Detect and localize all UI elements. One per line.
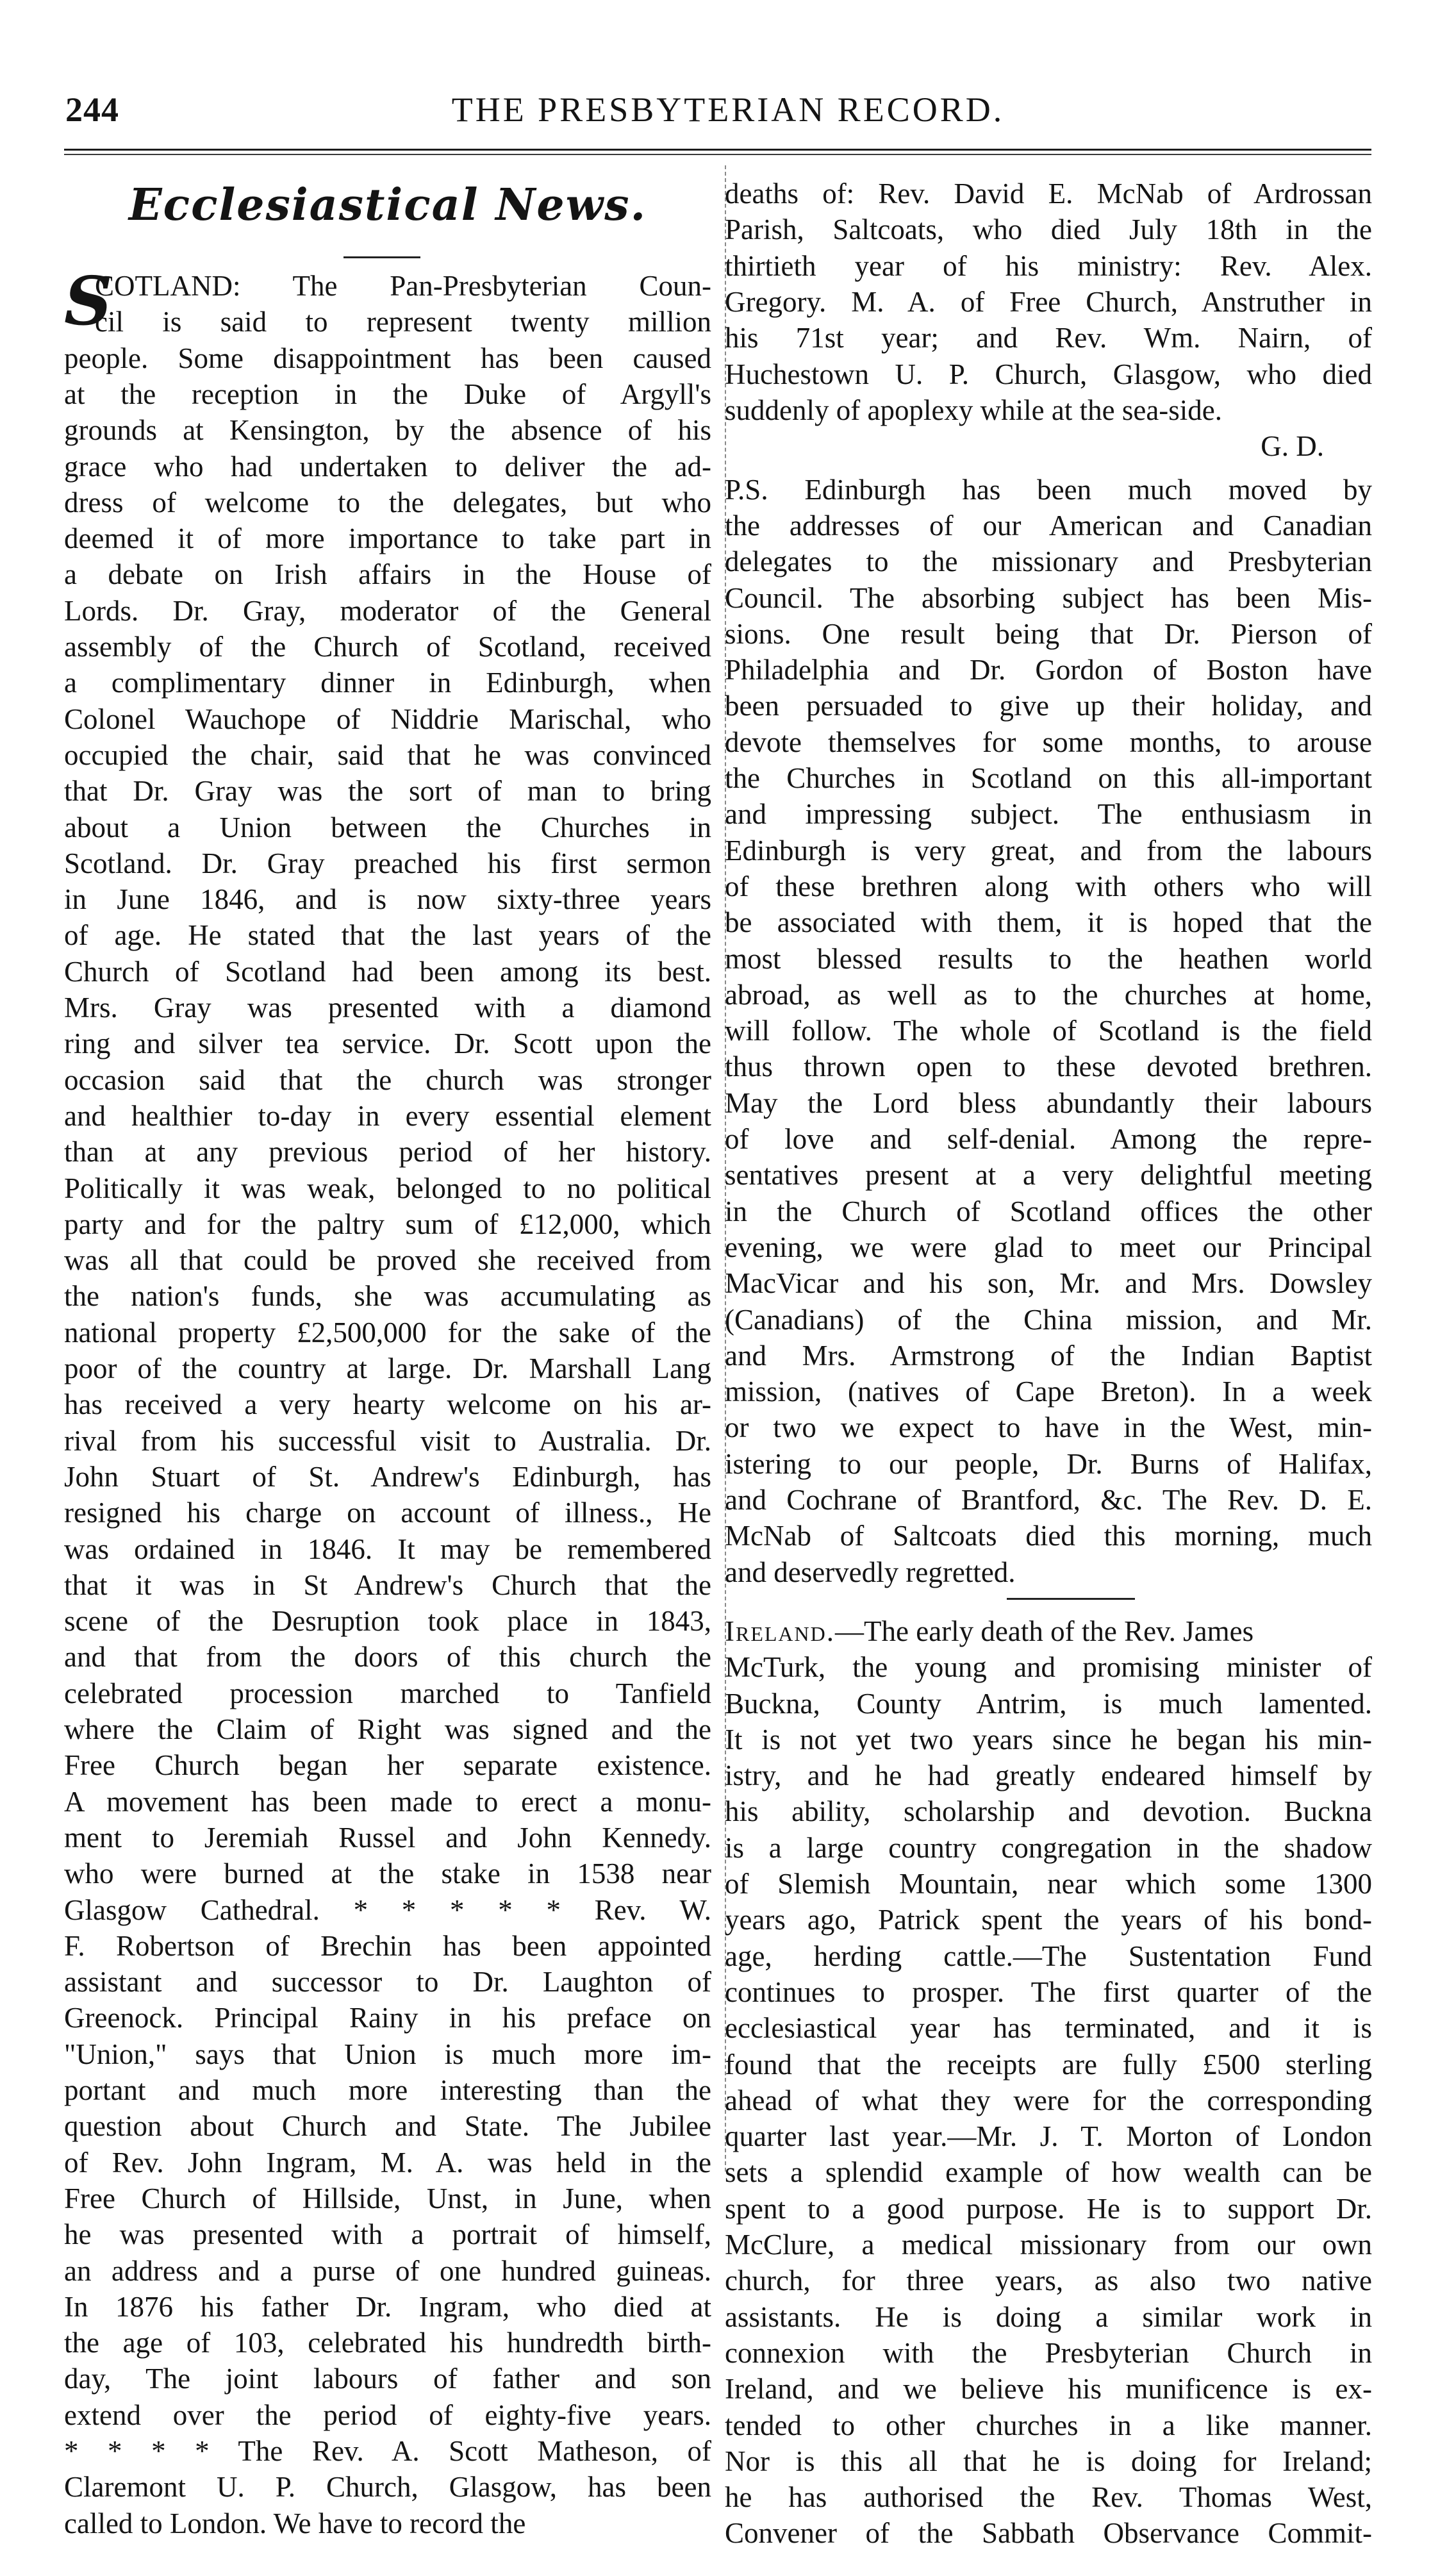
ireland-first-line-text: —The early death of the Rev. James	[835, 1615, 1254, 1647]
right_column.para2_lines-line: May the Lord bless abundantly their labours	[725, 1086, 1372, 1119]
right_column.para3_lines-line: assistants. He is doing a similar work in	[725, 2300, 1372, 2333]
right_column.para2_lines-line: been persuaded to give up their holiday, and	[725, 690, 1372, 722]
left_column.lines-line: was all that could be proved she received from	[64, 1244, 711, 1277]
right_column.para3_lines-line: It is not yet two years since he began his min-	[725, 1723, 1372, 1756]
left_column.lines-line: national property £2,500,000 for the sake of the	[64, 1316, 711, 1349]
right_column.para3_lines-line: years ago, Patrick spent the years of his bond-	[725, 1904, 1372, 1936]
left_column.lines-line: an address and a purse of one hundred guineas.	[64, 2254, 711, 2287]
left_column.lines-line: dress of welcome to the delegates, but who	[64, 486, 711, 519]
left_column.lines-line: a complimentary dinner in Edinburgh, when	[64, 667, 711, 699]
left_column.lines-line: party and for the paltry sum of £12,000, which	[64, 1208, 711, 1240]
running-title: THE PRESBYTERIAN RECORD.	[451, 90, 1005, 129]
right_column.para2_lines-line: devote themselves for some months, to arouse	[725, 726, 1372, 758]
ireland-label: Ireland.	[725, 1615, 836, 1647]
left_column.lines-line: Scotland. Dr. Gray preached his first sermon	[64, 847, 711, 879]
right_column.para3_lines-line: of Slemish Mountain, near which some 1300	[725, 1868, 1372, 1900]
page-header	[0, 0, 1456, 147]
left_column.lines-line: celebrated procession marched to Tanfield	[64, 1677, 711, 1709]
right_column.para3_lines-line: McTurk, the young and promising minister of	[725, 1651, 1372, 1684]
right_column.para2_lines-line: abroad, as well as to the churches at home,	[725, 978, 1372, 1011]
left_column.lines-line: question about Church and State. The Jubilee	[64, 2110, 711, 2143]
left_column.lines-line: A movement has been made to erect a monu-	[64, 1785, 711, 1818]
right_column.para2_lines-line: sentatives present at a very delightful meeting	[725, 1159, 1372, 1192]
left_column.lines-line: * * * * The Rev. A. Scott Matheson, of	[64, 2435, 711, 2467]
left_column.lines-line: assembly of the Church of Scotland, received	[64, 631, 711, 663]
left_column.lines-line: day, The joint labours of father and son	[64, 2363, 711, 2395]
left_column.lines-line: in June 1846, and is now sixty-three years	[64, 883, 711, 916]
left_column.lines-line: about a Union between the Churches in	[64, 811, 711, 843]
right_column.para3_lines-line: Convener of the Sabbath Observance Commit-	[725, 2517, 1372, 2550]
right_column.para3_lines-line: connexion with the Presbyterian Church in	[725, 2336, 1372, 2369]
right_column.para2_lines-line: sions. One result being that Dr. Pierson of	[725, 617, 1372, 650]
right_column.para2_lines-line: be associated with them, it is hoped that the	[725, 906, 1372, 939]
right_column.para2_lines-line: thus thrown open to these devoted brethren.	[725, 1051, 1372, 1083]
right_column.para3_lines-line: he has authorised the Rev. Thomas West,	[725, 2481, 1372, 2514]
right_column.para1_lines-line: Parish, Saltcoats, who died July 18th in the	[725, 213, 1372, 246]
right_column.para2_lines-line: istering to our people, Dr. Burns of Halifax,	[725, 1447, 1372, 1480]
right_column.para3_lines-line: istry, and he had greatly endeared himself by	[725, 1759, 1372, 1792]
right_column.para2_lines-line: and deservedly regretted.	[725, 1556, 1016, 1588]
right_column.para2_lines-line: most blessed results to the heathen world	[725, 942, 1372, 975]
page-number: 244	[65, 90, 119, 129]
left_column.lines-line: John Stuart of St. Andrew's Edinburgh, has	[64, 1460, 711, 1493]
left_column.lines-line: called to London. We have to record the	[64, 2507, 526, 2539]
left_column.lines-line: of Rev. John Ingram, M. A. was held in the	[64, 2146, 711, 2179]
section-heading: Ecclesiastical News.	[128, 179, 647, 231]
right_column.para2_lines-line: and impressing subject. The enthusiasm in	[725, 798, 1372, 831]
right_column.para2_lines-line: evening, we were glad to meet our Principal	[725, 1231, 1372, 1263]
right_column.para2_lines-line: the addresses of our American and Canadian	[725, 509, 1372, 542]
signature: G. D.	[1261, 430, 1324, 463]
right_column.para1_lines-line: his 71st year; and Rev. Wm. Nairn, of	[725, 322, 1372, 354]
right_column.para3_lines-line: ecclesiastical year has terminated, and it is	[725, 2012, 1372, 2045]
right_column.para3_lines-line: Ireland, and we believe his munificence is ex-	[725, 2373, 1372, 2406]
left_column.lines-line: than at any previous period of her history.	[64, 1136, 711, 1168]
right_column.para1_lines-line: deaths of: Rev. David E. McNab of Ardrossan	[725, 178, 1372, 210]
right_column.para2_lines-line: Philadelphia and Dr. Gordon of Boston have	[725, 654, 1372, 686]
left_column.lines-line: that it was in St Andrew's Church that the	[64, 1568, 711, 1601]
right_column.para2_lines-line: mission, (natives of Cape Breton). In a week	[725, 1375, 1372, 1408]
left_column.lines-line: and healthier to-day in every essential element	[64, 1099, 711, 1132]
left_column.lines-line: Greenock. Principal Rainy in his preface on	[64, 2002, 711, 2034]
left_column.lines-line: grace who had undertaken to deliver the ad-	[64, 450, 711, 483]
right_column.para2_lines-line: the Churches in Scotland on this all-important	[725, 762, 1372, 795]
left_column.lines-line: and that from the doors of this church the	[64, 1641, 711, 1674]
left_column.lines-line: scene of the Desruption took place in 1843,	[64, 1605, 711, 1638]
right_column.para2_lines-line: Council. The absorbing subject has been Mis-	[725, 581, 1372, 614]
right_column.para2_lines-line: and Mrs. Armstrong of the Indian Baptist	[725, 1339, 1372, 1372]
right_column.para2_lines-line: (Canadians) of the China mission, and Mr.	[725, 1303, 1372, 1336]
section-separator-rule	[1007, 1598, 1135, 1600]
left_column.lines-line: Lords. Dr. Gray, moderator of the General	[64, 594, 711, 627]
left_column.lines-line: of age. He stated that the last years of the	[64, 919, 711, 952]
right_column.para3_lines-line: church, for three years, as also two native	[725, 2264, 1372, 2297]
left_column.lines-line: resigned his charge on account of illness., He	[64, 1497, 711, 1529]
left_column.lines-line: occupied the chair, said that he was convinced	[64, 738, 711, 771]
left_column.lines-line: poor of the country at large. Dr. Marshall Lang	[64, 1352, 711, 1384]
left_column.lines-line: grounds at Kensington, by the absence of his	[64, 414, 711, 447]
left_column.lines-line: Free Church began her separate existence.	[64, 1749, 711, 1782]
left_column.lines-line: occasion said that the church was stronger	[64, 1063, 711, 1096]
left_column.lines-line: In 1876 his father Dr. Ingram, who died at	[64, 2290, 711, 2323]
right_column.para2_lines-line: McNab of Saltcoats died this morning, much	[725, 1520, 1372, 1552]
left_column.lines-line: at the reception in the Duke of Argyll's	[64, 378, 711, 410]
ireland-paragraph-first-line	[725, 1613, 1372, 1649]
left_column.lines-line: ring and silver tea service. Dr. Scott upon the	[64, 1027, 711, 1060]
right_column.para3_lines-line: McClure, a medical missionary from our own	[725, 2229, 1372, 2261]
right_column.para3_lines-line: spent to a good purpose. He is to support Dr.	[725, 2192, 1372, 2225]
right_column.para3_lines-line: age, herding cattle.—The Sustentation Fund	[725, 1940, 1372, 1972]
left_column.lines-line: "Union," says that Union is much more im-	[64, 2038, 711, 2070]
left_column.lines-line: F. Robertson of Brechin has been appointed	[64, 1929, 711, 1962]
left_column.lines-line: Glasgow Cathedral. * * * * * Rev. W.	[64, 1893, 711, 1926]
left_column.lines-line: ment to Jeremiah Russel and John Kennedy.	[64, 1821, 711, 1854]
left_column.lines-line: assistant and successor to Dr. Laughton of	[64, 1966, 711, 1998]
left_column.lines-line: rival from his successful visit to Australia. Dr.	[64, 1424, 711, 1457]
right_column.para2_lines-line: will follow. The whole of Scotland is the field	[725, 1015, 1372, 1047]
left_column.lines-line: where the Claim of Right was signed and the	[64, 1713, 711, 1745]
left_column.lines-line: people. Some disappointment has been caused	[64, 342, 711, 374]
left_column.lines-line: the nation's funds, she was accumulating as	[64, 1280, 711, 1313]
header-rule-thin	[64, 154, 1371, 155]
left_column.lines-line: Free Church of Hillside, Unst, in June, when	[64, 2182, 711, 2214]
right_column.para2_lines-line: of these brethren along with others who will	[725, 870, 1372, 902]
right_column.para3_lines-line: continues to prosper. The first quarter of the	[725, 1975, 1372, 2008]
left_column.lines-line: Colonel Wauchope of Niddrie Marischal, who	[64, 702, 711, 735]
right_column.para1_lines-line: thirtieth year of his ministry: Rev. Alex.	[725, 249, 1372, 282]
right_column.para3_lines-line: Nor is this all that he is doing for Ireland;	[725, 2445, 1372, 2477]
heading-rule	[343, 256, 420, 258]
left_column.lines-line: has received a very hearty welcome on his ar-	[64, 1388, 711, 1421]
right_column.para3_lines-line: quarter last year.—Mr. J. T. Morton of London	[725, 2120, 1372, 2153]
right_column.para1_lines-line: suddenly of apoplexy while at the sea-side.	[725, 394, 1223, 426]
right_column.para2_lines-line: in the Church of Scotland offices the other	[725, 1195, 1372, 1227]
left_column.lines-line: Politically it was weak, belonged to no political	[64, 1172, 711, 1204]
left_column.lines-line: he was presented with a portrait of himself,	[64, 2218, 711, 2251]
header-rule	[64, 149, 1371, 151]
right_column.para3_lines-line: tended to other churches in a like manner.	[725, 2409, 1372, 2441]
right_column.para2_lines-line: and Cochrane of Brantford, &c. The Rev. D. E.	[725, 1484, 1372, 1516]
left_column.lines-line: the age of 103, celebrated his hundredth birth-	[64, 2327, 711, 2359]
right_column.para2_lines-line: delegates to the missionary and Presbyterian	[725, 545, 1372, 578]
right_column.para1_lines-line: Gregory. M. A. of Free Church, Anstruther in	[725, 285, 1372, 318]
left_column.lines-line: Church of Scotland had been among its best.	[64, 955, 711, 988]
left_column.lines-line: portant and much more interesting than the	[64, 2074, 711, 2106]
right_column.para3_lines-line: ahead of what they were for the corresponding	[725, 2084, 1372, 2116]
left_column.lines-line: cil is said to represent twenty million	[95, 306, 711, 338]
left_column.lines-line: who were burned at the stake in 1538 near	[64, 1857, 711, 1890]
right_column.para2_lines-line: of love and self-denial. Among the repre-	[725, 1123, 1372, 1156]
left_column.lines-line: was ordained in 1846. It may be remembered	[64, 1533, 711, 1565]
right_column.para3_lines-line: sets a splendid example of how wealth can be	[725, 2156, 1372, 2189]
right_column.para2_lines-line: P.S. Edinburgh has been much moved by	[725, 473, 1372, 506]
left_column.lines-line: that Dr. Gray was the sort of man to bring	[64, 775, 711, 808]
left_column.lines-line: COTLAND: The Pan-Presbyterian Coun-	[95, 270, 711, 302]
right_column.para3_lines-line: his ability, scholarship and devotion. Buckna	[725, 1795, 1372, 1828]
left_column.lines-line: a debate on Irish affairs in the House of	[64, 558, 711, 591]
right_column.para3_lines-line: found that the receipts are fully £500 sterling	[725, 2048, 1372, 2081]
drop-cap: S	[64, 262, 113, 340]
right_column.para3_lines-line: Buckna, County Antrim, is much lamented.	[725, 1687, 1372, 1720]
left_column.lines-line: extend over the period of eighty-five years.	[64, 2398, 711, 2431]
left_column.lines-line: deemed it of more importance to take part in	[64, 522, 711, 555]
right_column.para3_lines-line: is a large country congregation in the shadow	[725, 1831, 1372, 1864]
right_column.para1_lines-line: Huchestown U. P. Church, Glasgow, who died	[725, 358, 1372, 390]
left_column.lines-line: Claremont U. P. Church, Glasgow, has been	[64, 2471, 711, 2504]
right_column.para2_lines-line: Edinburgh is very great, and from the labours	[725, 834, 1372, 867]
right_column.para2_lines-line: MacVicar and his son, Mr. and Mrs. Dowsley	[725, 1267, 1372, 1300]
right_column.para2_lines-line: or two we expect to have in the West, min-	[725, 1411, 1372, 1444]
left_column.lines-line: Mrs. Gray was presented with a diamond	[64, 992, 711, 1024]
